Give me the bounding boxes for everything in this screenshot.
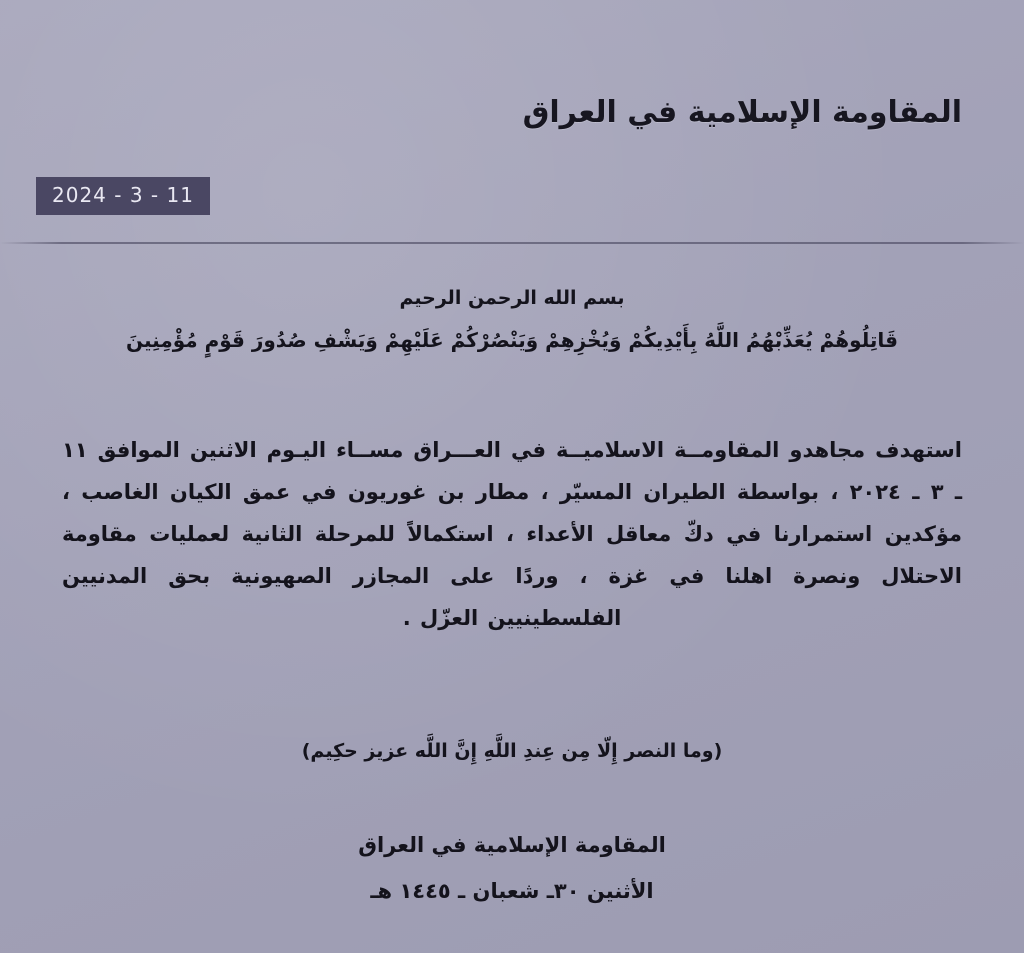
organization-logo-text: المقاومة الإسلامية في العراق xyxy=(522,95,962,130)
signature-line: المقاومة الإسلامية في العراق xyxy=(358,832,666,857)
quran-verse-bottom: (وما النصر إِلّا مِن عِندِ اللَّهِ إِنَّ اللَّه عزيز حكِيم) xyxy=(301,740,723,763)
document-body xyxy=(0,283,1024,911)
basmala-text: بسم الله الرحمن الرحيم xyxy=(399,287,625,309)
hijri-date-line: الأثنين ٣٠ـ شعبان ـ ١٤٤٥ هـ xyxy=(370,878,654,903)
date-badge: 2024 - 3 - 11 xyxy=(36,177,210,215)
statement-paragraph: استهدف مجاهدو المقاومــة الاسلاميــة في العـــراق مســاء اليـوم الاثنين الموافق ١١ ـ ٣ ـ ٢٠٢٤ ، بواسطة الطيران المسيّر ، مطار بن غوريون في عمق الكيان الغاصب ، مؤكدين استمرارنا في دكّ معاقل الأعداء ، استكمالاً للمرحلة الثانية لعمليات مقاومة الاحتلال ونصرة اهلنا في غزة ، وردًا على المجازر الصهيونية بحق المدنيين الفلسطينيين العزّل . xyxy=(62,438,962,631)
header-divider xyxy=(0,242,1024,244)
quran-verse-top: قَاتِلُوهُمْ يُعَذِّبْهُمُ اللَّهُ بِأَيْدِيكُمْ وَيُخْزِهِمْ وَيَنْصُرْكُمْ عَلَيْهِمْ وَيَشْفِ صُدُورَ قَوْمٍ مُؤْمِنِينَ xyxy=(126,328,898,353)
document-header xyxy=(0,0,1024,243)
